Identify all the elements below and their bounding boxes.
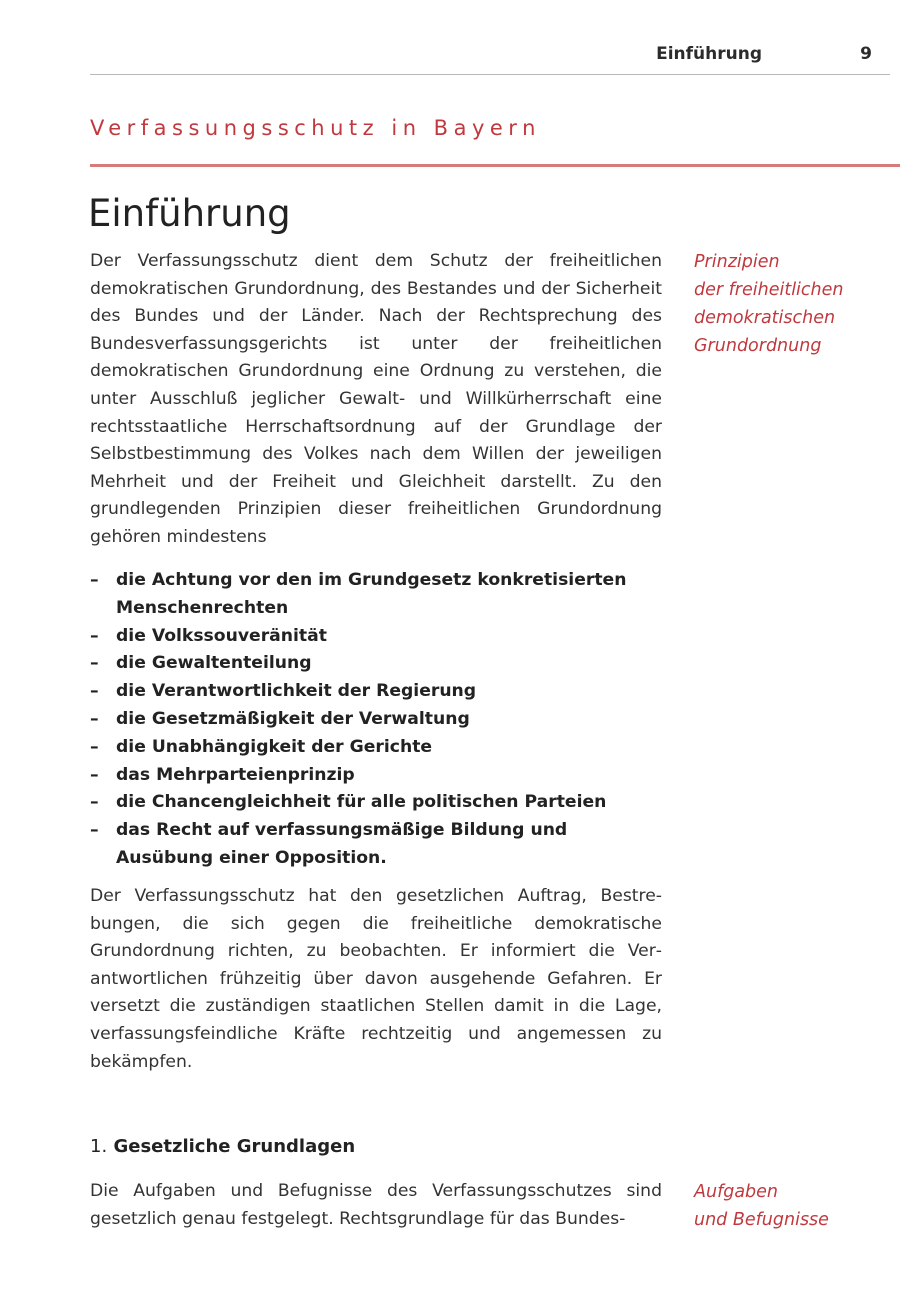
- section-number: 1.: [90, 1136, 108, 1157]
- margin-note-line: demokratischen: [694, 308, 836, 328]
- list-item-text: die Unabhängigkeit der Gerichte: [116, 736, 433, 757]
- list-item: [90, 567, 662, 623]
- page-header: [90, 44, 872, 72]
- margin-note-line: der freiheitlichen: [694, 280, 844, 300]
- list-item: [90, 762, 662, 790]
- list-item-text: das Recht auf verfassungsmäßige Bildung und Ausübung einer Opposition.: [116, 820, 568, 868]
- intro-paragraph: Der Verfassungsschutz dient dem Schutz der freiheitlichen demokratischen Grundordnung, des Bestandes und der Sicherheit des Bundes und der Länder. Nach der Rechtsprechung des Bundesverfassungsgerichts ist unter der freiheitlichen demokratischen Grundordnung eine Ordnung zu verstehen, die unter Ausschluß jeglicher Gewalt- und Willkürherrschaft eine rechtsstaatliche Herrschaftsordnung auf der Grundlage der Selbstbestimmung des Volkes nach dem Willen der jeweiligen Mehrheit und der Freiheit und Gleichheit darstellt. Zu den grundlegenden Prinzipien dieser freiheitlichen Grundordnung gehören mindestens: [90, 251, 662, 547]
- dash-marker: –: [90, 736, 99, 757]
- series-rule: [90, 164, 900, 167]
- series-title: Verfassungsschutz in Bayern: [90, 116, 541, 140]
- dash-marker: –: [90, 653, 99, 674]
- list-item-text: die Verantwortlichkeit der Regierung: [116, 681, 477, 702]
- margin-note-principles: [694, 248, 894, 360]
- header-rule: [90, 74, 890, 75]
- dash-marker: –: [90, 570, 99, 590]
- principles-list: [90, 567, 662, 873]
- margin-note-line: Prinzipien: [694, 252, 780, 272]
- list-item: [90, 650, 662, 678]
- dash-marker: –: [90, 625, 99, 646]
- page-number: 9: [860, 44, 872, 64]
- list-item-text: die Volkssouveränität: [116, 625, 327, 646]
- dash-marker: –: [90, 681, 99, 702]
- margin-note-line: Grundordnung: [694, 336, 822, 356]
- section-title: Gesetzliche Grundlagen: [113, 1136, 356, 1157]
- list-item: [90, 623, 662, 651]
- dash-marker: –: [90, 764, 99, 785]
- margin-note-line: Aufgaben: [694, 1182, 779, 1202]
- list-item-text: das Mehrparteienprinzip: [116, 764, 355, 785]
- legal-basis-paragraph: Die Aufgaben und Befugnisse des Verfassungsschutzes sind gesetzlich genau festgelegt. Rechtsgrundlage für das Bundes-: [90, 1181, 662, 1229]
- list-item-text: die Gewaltenteilung: [116, 653, 312, 674]
- margin-note-tasks: [694, 1178, 894, 1234]
- running-title: Einführung: [656, 44, 762, 64]
- chapter-title: Einführung: [88, 192, 291, 235]
- mandate-paragraph: Der Verfassungsschutz hat den gesetzlichen Auftrag, Bestrebungen, die sich gegen die freiheitliche demokratische Grundordnung richten, zu beobachten. Er informiert die Verantwortlichen frühzeitig über davon ausgehende Gefahren. Er versetzt die zuständigen staatlichen Stellen damit in die Lage, verfassungsfeindliche Kräfte rechtzeitig und angemessen zu bekämpfen.: [90, 886, 662, 1072]
- section-heading: [90, 1136, 355, 1157]
- margin-note-line: und Befugnisse: [694, 1210, 829, 1230]
- list-item: [90, 734, 662, 762]
- dash-marker: –: [90, 820, 99, 841]
- list-item: [90, 817, 662, 873]
- dash-marker: –: [90, 708, 99, 729]
- list-item: [90, 706, 662, 734]
- list-item-text: die Achtung vor den im Grundgesetz konkretisierten Menschenrechten: [116, 570, 627, 618]
- list-item-text: die Chancengleichheit für alle politischen Parteien: [116, 792, 607, 813]
- list-item: [90, 789, 662, 817]
- dash-marker: –: [90, 792, 99, 813]
- list-item-text: die Gesetzmäßigkeit der Verwaltung: [116, 708, 470, 729]
- list-item: [90, 678, 662, 706]
